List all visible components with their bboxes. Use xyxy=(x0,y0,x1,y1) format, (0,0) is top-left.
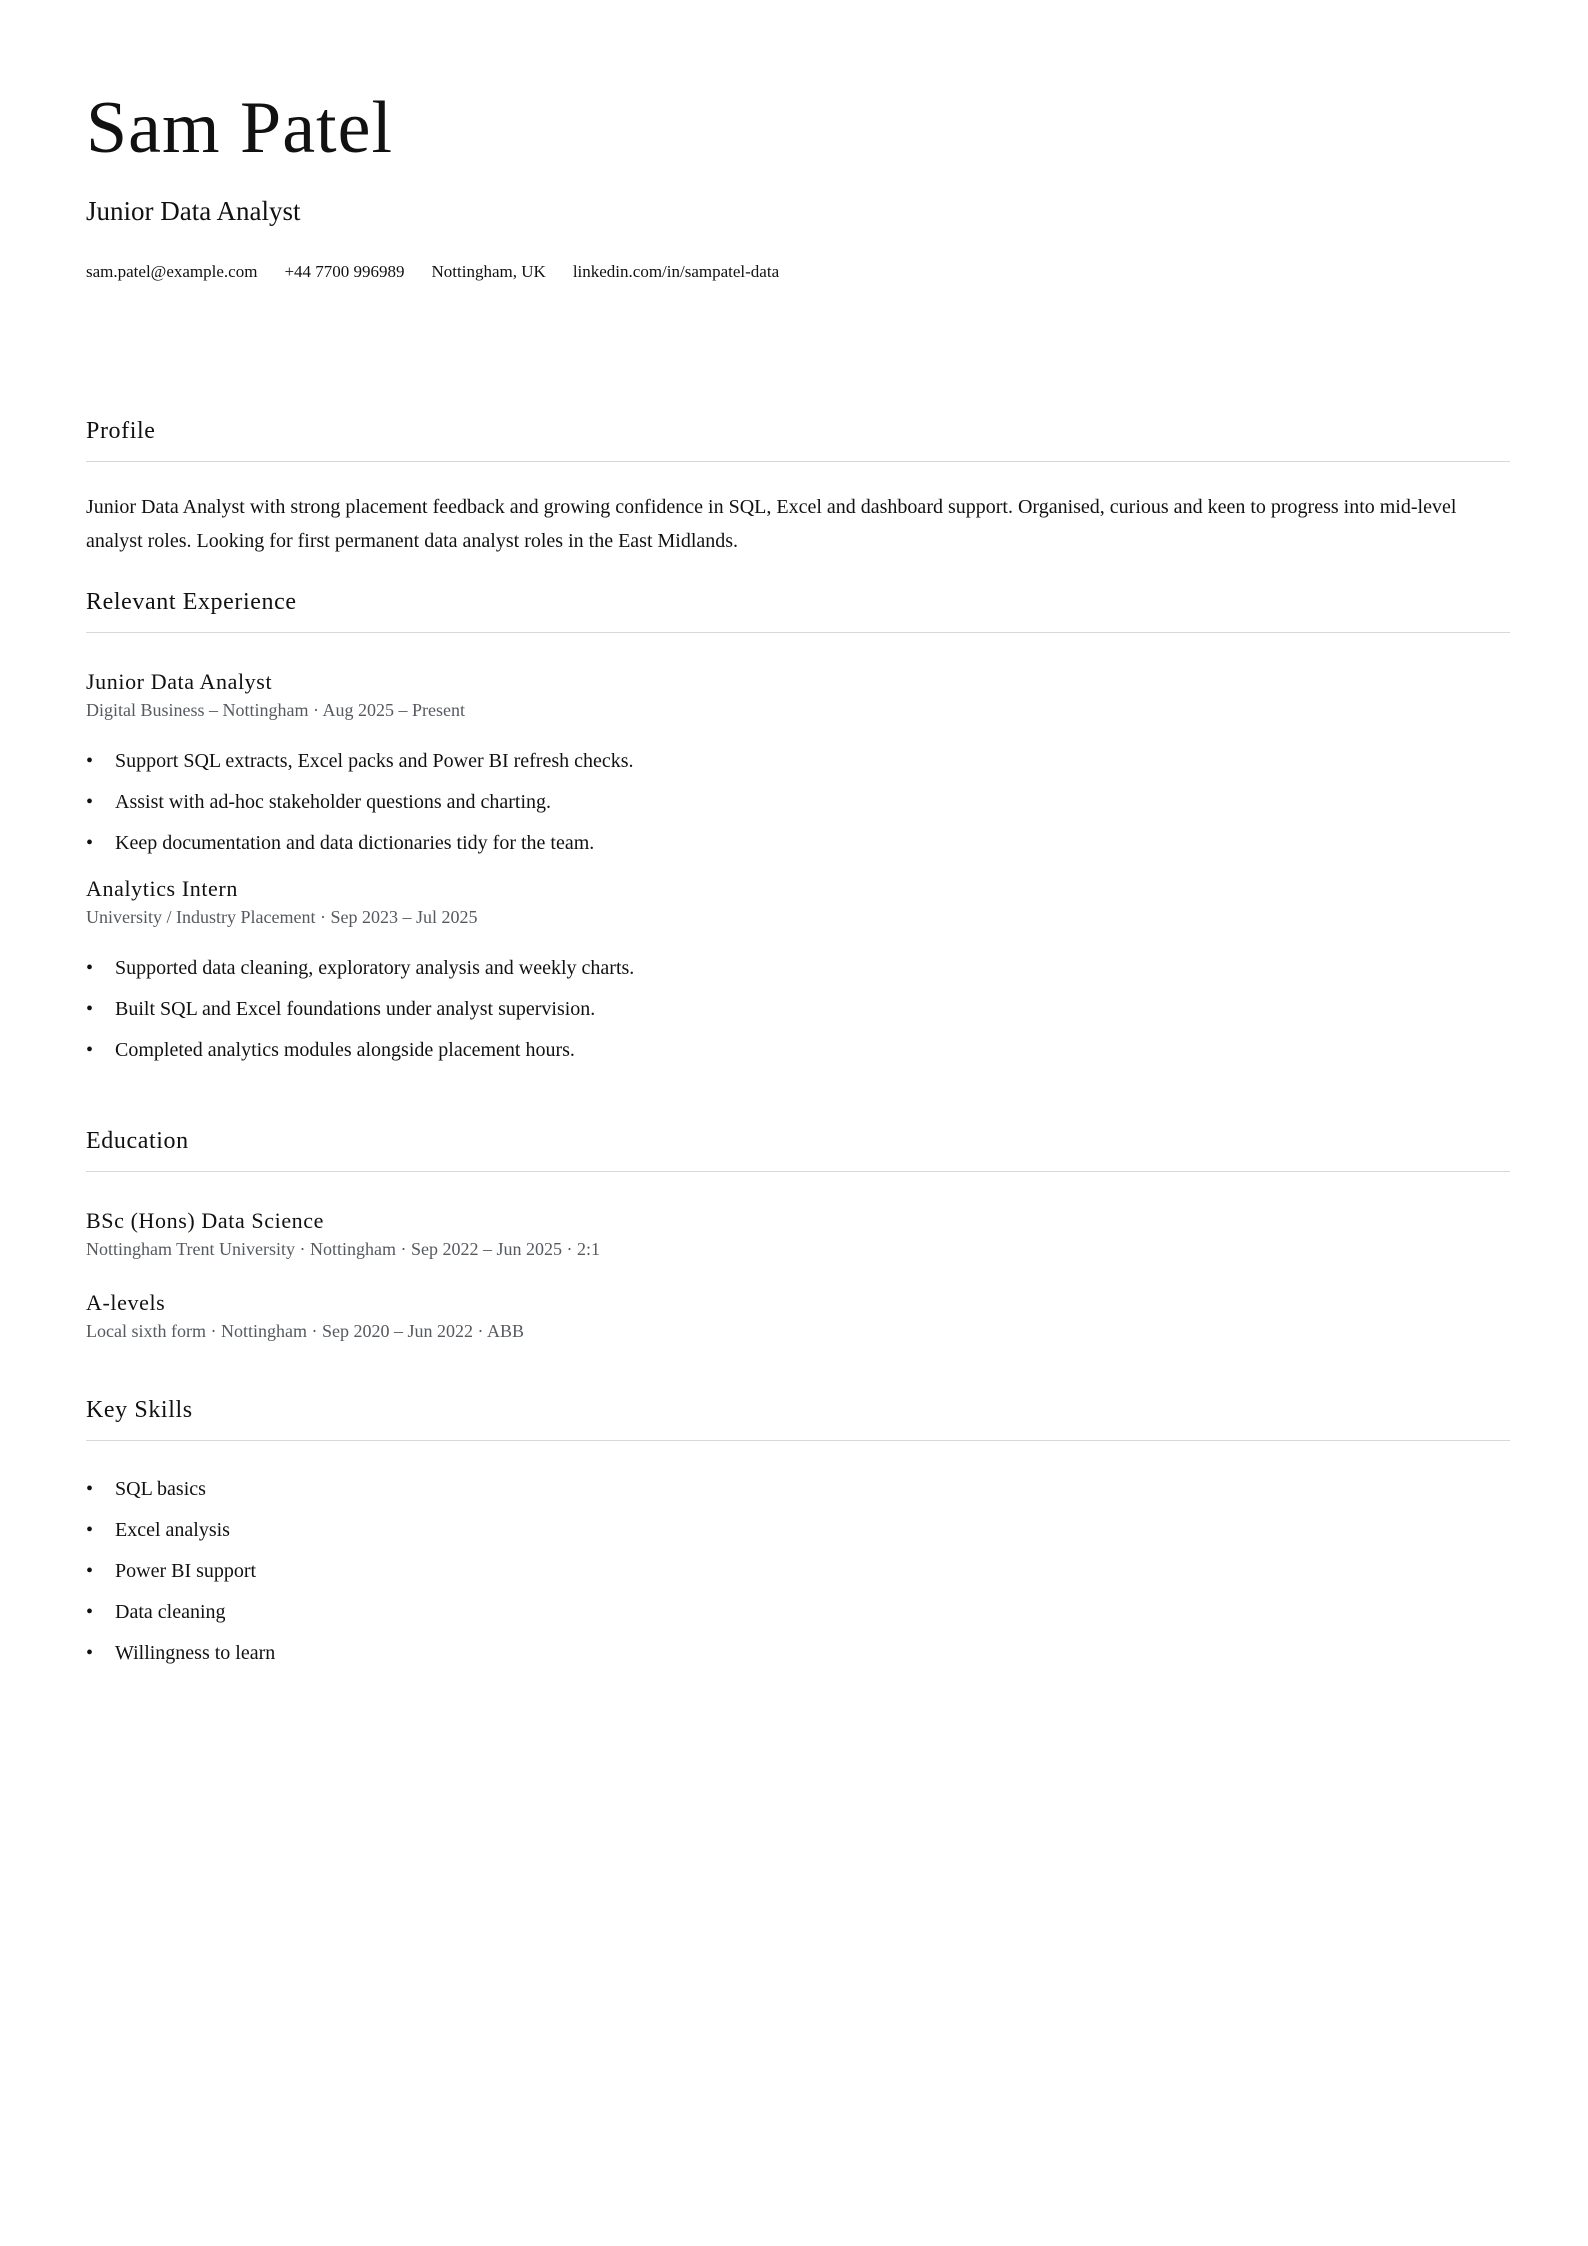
bullet-item: • Support SQL extracts, Excel packs and Power BI refresh checks. xyxy=(86,741,1510,782)
experience-bullets xyxy=(86,948,1510,1071)
bullet-item: • Keep documentation and data dictionaries tidy for the team. xyxy=(86,823,1510,864)
education-section xyxy=(86,1128,1510,1342)
section-title-skills: Key Skills xyxy=(86,1397,1510,1441)
contact-email[interactable]: sam.patel@example.com xyxy=(86,262,258,281)
experience-meta: Digital Business – Nottingham · Aug 2025 – Present xyxy=(86,700,465,720)
profile-summary: Junior Data Analyst with strong placement feedback and growing confidence in SQL, Excel and dashboard support. Organised, curious and keen to progress into mid-level analyst roles. Looking for first permanent data analyst roles in the East Midlands. xyxy=(86,496,1457,552)
contact-phone[interactable]: +44 7700 996989 xyxy=(284,262,405,281)
skill-item: • Excel analysis xyxy=(86,1510,1510,1551)
contact-linkedin[interactable]: linkedin.com/in/sampatel-data xyxy=(572,262,780,281)
experience-bullets xyxy=(86,741,1510,864)
bullet-item: • Completed analytics modules alongside placement hours. xyxy=(86,1030,1510,1071)
contact-location: Nottingham, UK xyxy=(431,262,546,281)
skills-section xyxy=(86,1397,1510,1674)
skill-item: • SQL basics xyxy=(86,1469,1510,1510)
experience-role: Junior Data Analyst xyxy=(86,669,273,694)
education-entry xyxy=(86,1290,1510,1342)
skill-item: • Power BI support xyxy=(86,1551,1510,1592)
section-title-experience: Relevant Experience xyxy=(86,589,1510,633)
experience-entry xyxy=(86,669,1510,864)
education-degree: A-levels xyxy=(86,1290,166,1315)
section-title-profile: Profile xyxy=(86,418,1510,462)
experience-meta: University / Industry Placement · Sep 2023 – Jul 2025 xyxy=(86,907,478,927)
candidate-name: Sam Patel xyxy=(86,87,394,169)
education-degree: BSc (Hons) Data Science xyxy=(86,1208,325,1233)
experience-section xyxy=(86,589,1510,1071)
bullet-item: • Supported data cleaning, exploratory analysis and weekly charts. xyxy=(86,948,1510,989)
skill-item: • Willingness to learn xyxy=(86,1633,1510,1674)
section-title-education: Education xyxy=(86,1128,1510,1172)
experience-entry xyxy=(86,876,1510,1071)
skill-item: • Data cleaning xyxy=(86,1592,1510,1633)
bullet-item: • Assist with ad-hoc stakeholder questions and charting. xyxy=(86,782,1510,823)
profile-section xyxy=(86,418,1510,558)
education-entry xyxy=(86,1208,1510,1260)
experience-role: Analytics Intern xyxy=(86,876,238,901)
education-meta: Nottingham Trent University · Nottingham · Sep 2022 – Jun 2025 · 2:1 xyxy=(86,1239,600,1259)
education-meta: Local sixth form · Nottingham · Sep 2020 – Jun 2022 · ABB xyxy=(86,1321,524,1341)
candidate-headline: Junior Data Analyst xyxy=(86,196,301,226)
skills-list xyxy=(86,1469,1510,1674)
bullet-item: • Built SQL and Excel foundations under analyst supervision. xyxy=(86,989,1510,1030)
contact-line xyxy=(86,262,779,282)
